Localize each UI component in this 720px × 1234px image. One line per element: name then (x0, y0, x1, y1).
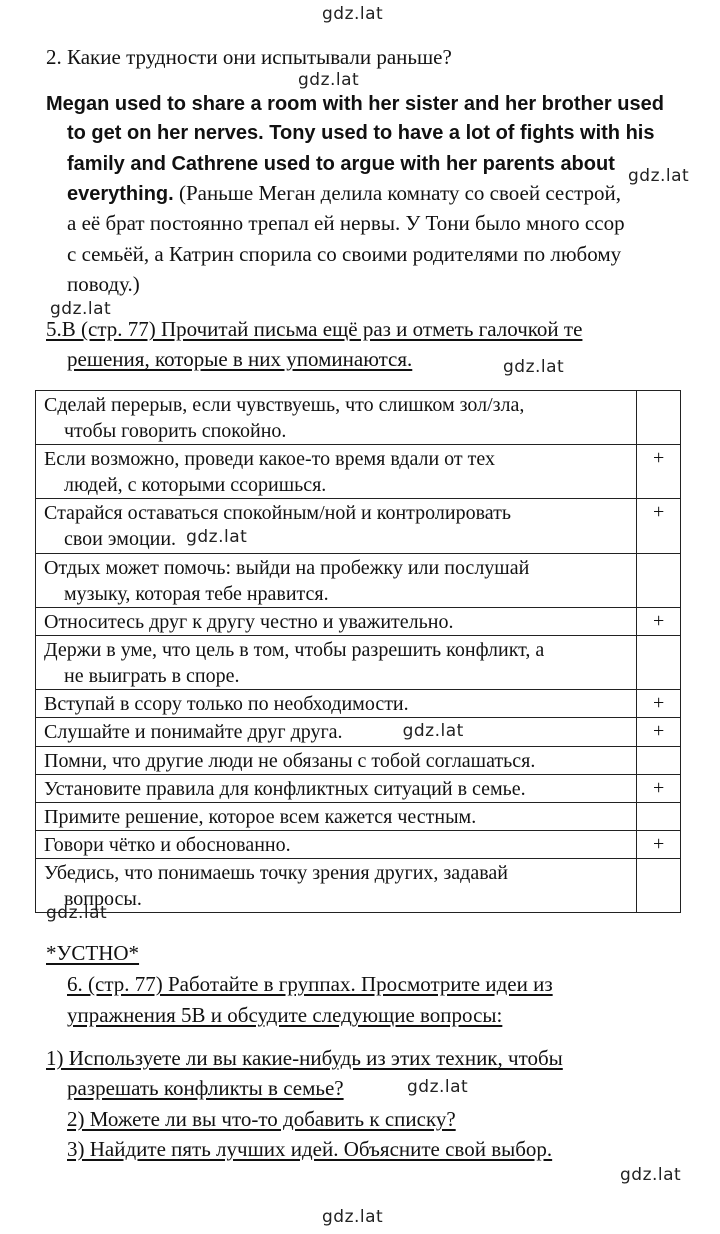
table-row (36, 803, 681, 831)
table-row (36, 499, 681, 554)
check-mark-cell: + (637, 608, 681, 636)
task-6-heading: 6. (стр. 77) Работайте в группах. Просмотрите идеи из (67, 972, 553, 996)
answer-line: to get on her nerves. Tony used to have a lot of fights with his (67, 122, 655, 144)
table-cell: Слушайте и понимайте друг друга. gdz.lat (36, 718, 637, 747)
question-2: 2. Какие трудности они испытывали раньше? (46, 45, 452, 69)
table-cell: Держи в уме, что цель в том, чтобы разрешить конфликт, а не выиграть в споре. (36, 636, 637, 690)
task-5b-heading: 5.B (стр. 77) Прочитай письма ещё раз и отметь галочкой те (46, 317, 583, 341)
watermark: gdz.lat (620, 1165, 682, 1185)
table-cell: Говори чётко и обоснованно. (36, 831, 637, 859)
task-6-heading: упражнения 5B и обсудите следующие вопросы: (67, 1003, 503, 1027)
check-mark-cell (637, 803, 681, 831)
table-row (36, 718, 681, 747)
watermark: gdz.lat (186, 527, 248, 547)
watermark: gdz.lat (298, 70, 360, 90)
table-cell: Относитесь друг к другу честно и уважительно. (36, 608, 637, 636)
table-row (36, 608, 681, 636)
answer-line: а её брат постоянно трепал ей нервы. У Тони было много ссор (67, 211, 625, 235)
solutions-table (35, 390, 681, 913)
check-mark-cell: + (637, 775, 681, 803)
check-mark-cell: + (637, 445, 681, 499)
check-mark-cell: + (637, 831, 681, 859)
table-row (36, 391, 681, 445)
table-cell: Убедись, что понимаешь точку зрения других, задавай вопросы. (36, 859, 637, 913)
watermark: gdz.lat (503, 357, 565, 377)
question-item: разрешать конфликты в семье? (67, 1076, 344, 1100)
task-5b-heading: решения, которые в них упоминаются. (67, 347, 413, 371)
check-mark-cell: + (637, 690, 681, 718)
watermark: gdz.lat (46, 903, 108, 923)
table-row (36, 690, 681, 718)
answer-line: с семьёй, а Катрин спорила со своими родителями по любому (67, 242, 622, 266)
answer-line: family and Cathrene used to argue with her parents about (67, 153, 615, 175)
table-cell: Примите решение, которое всем кажется честным. (36, 803, 637, 831)
question-item: 1) Используете ли вы какие-нибудь из этих техник, чтобы (46, 1046, 563, 1070)
oral-label: *УСТНО* (46, 941, 140, 965)
check-mark-cell (637, 747, 681, 775)
check-mark-cell (637, 391, 681, 445)
table-row (36, 831, 681, 859)
table-cell: Вступай в ссору только по необходимости. (36, 690, 637, 718)
check-mark-cell (637, 554, 681, 608)
answer-line: поводу.) (67, 272, 140, 296)
question-item: 3) Найдите пять лучших идей. Объясните свой выбор. (67, 1137, 553, 1161)
check-mark-cell: + (637, 499, 681, 554)
answer-line: Megan used to share a room with her sister and her brother used (46, 93, 664, 115)
answer-translation: (Раньше Меган делила комнату со своей сестрой, (173, 181, 621, 205)
table-row (36, 636, 681, 690)
watermark: gdz.lat (322, 4, 384, 24)
answer-bold-end: everything. (67, 183, 174, 205)
check-mark-cell: + (637, 718, 681, 747)
watermark: gdz.lat (402, 721, 464, 741)
check-mark-cell (637, 859, 681, 913)
table-row (36, 554, 681, 608)
table-cell: Установите правила для конфликтных ситуаций в семье. (36, 775, 637, 803)
answer-line (67, 180, 621, 207)
table-row (36, 859, 681, 913)
table-cell: Сделай перерыв, если чувствуешь, что слишком зол/зла, чтобы говорить спокойно. (36, 391, 637, 445)
watermark: gdz.lat (50, 299, 112, 319)
watermark: gdz.lat (628, 166, 690, 186)
question-item: 2) Можете ли вы что-то добавить к списку? (67, 1107, 456, 1131)
table-row (36, 445, 681, 499)
table-row (36, 747, 681, 775)
table-cell: Помни, что другие люди не обязаны с тобой соглашаться. (36, 747, 637, 775)
watermark: gdz.lat (322, 1207, 384, 1227)
check-mark-cell (637, 636, 681, 690)
table-cell: Старайся оставаться спокойным/ной и контролировать свои эмоции. gdz.lat (36, 499, 637, 554)
table-cell: Отдых может помочь: выйди на пробежку или послушай музыку, которая тебе нравится. (36, 554, 637, 608)
table-cell: Если возможно, проведи какое-то время вдали от тех людей, с которыми ссоришься. (36, 445, 637, 499)
table-row (36, 775, 681, 803)
watermark: gdz.lat (407, 1077, 469, 1097)
